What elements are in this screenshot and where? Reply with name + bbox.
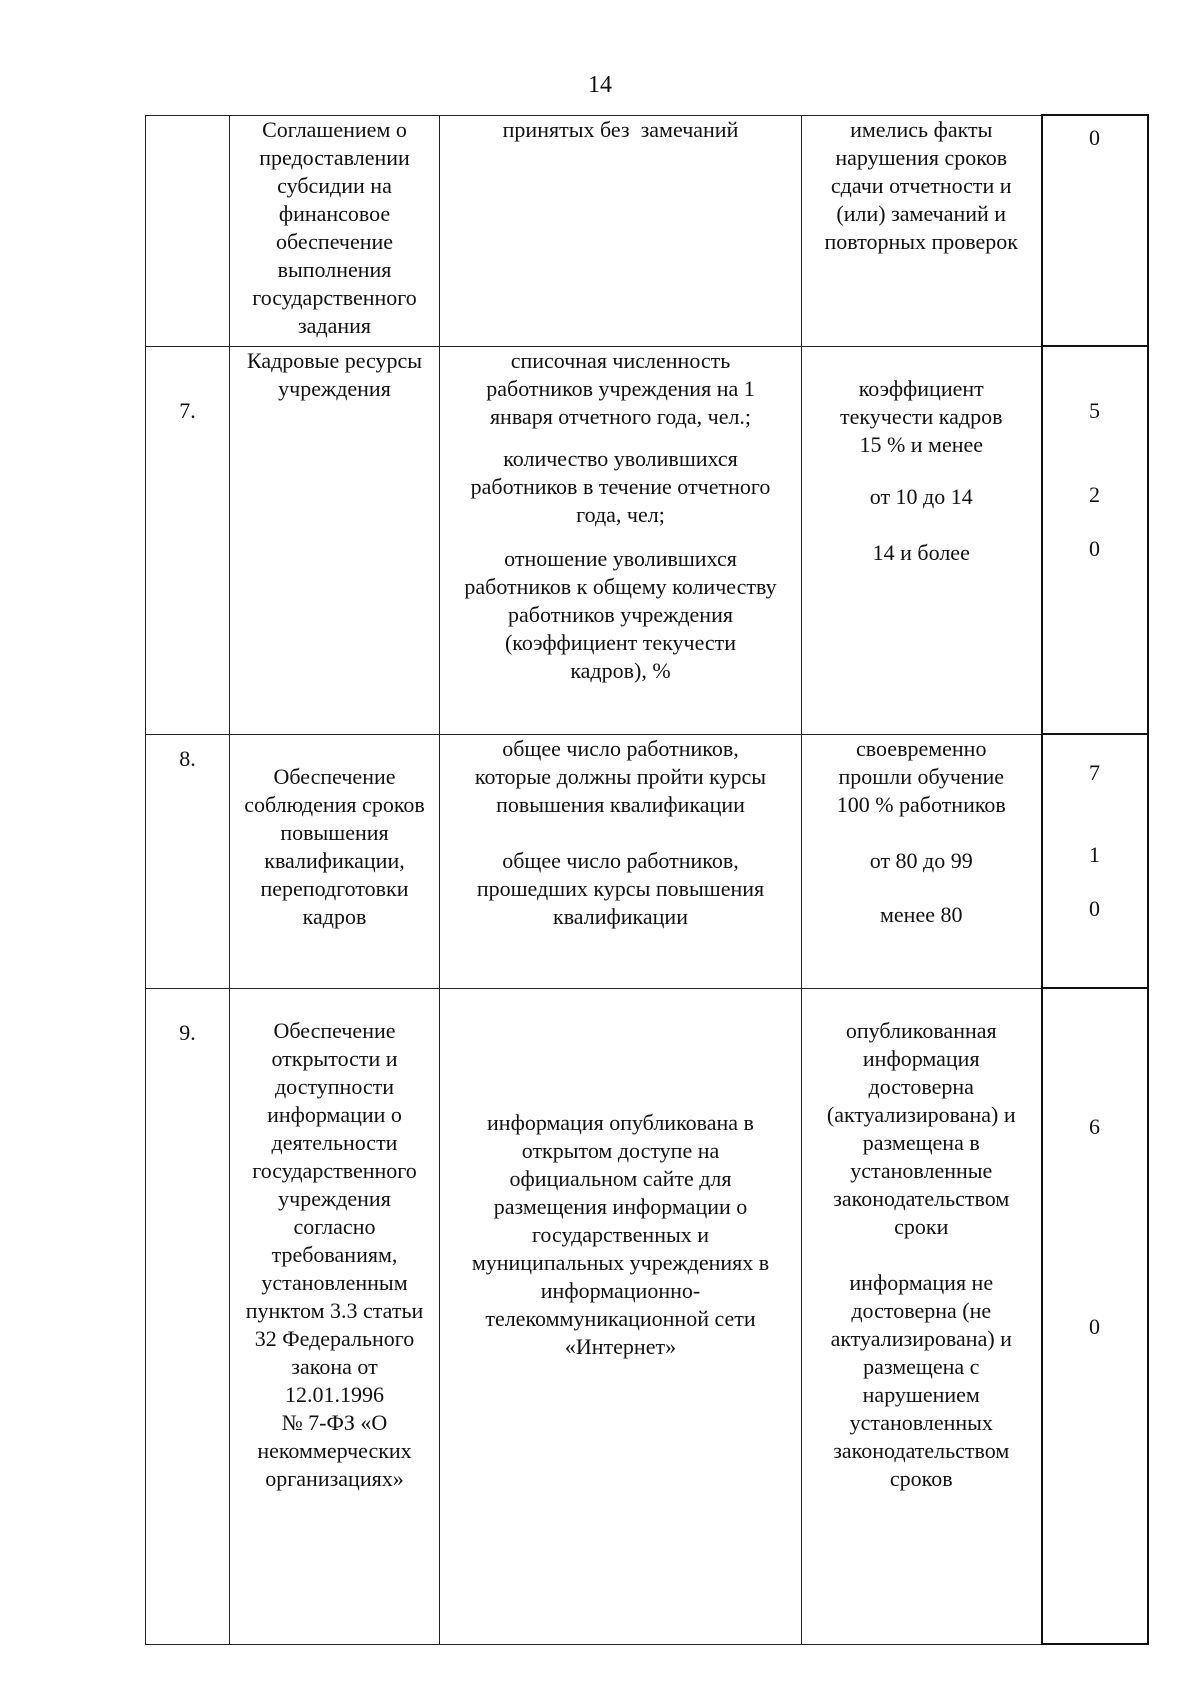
criteria-line: 100 % работников <box>836 791 1006 817</box>
indicator-line: квалификации, <box>264 847 405 873</box>
criteria-cell <box>802 346 1042 734</box>
indicator-line: Кадровые ресурсы <box>246 347 423 373</box>
measure-cell <box>440 346 802 734</box>
indicator-line: учреждения <box>278 375 391 401</box>
criteria-item <box>806 375 1037 459</box>
indicator-line: 32 Федерального <box>254 1325 415 1351</box>
indicator-line: задания <box>297 312 372 338</box>
criteria-line: достоверна (не <box>851 1297 992 1323</box>
measure-line: списочная численность <box>510 347 731 373</box>
indicator-line: открытости и <box>271 1045 398 1071</box>
measure-cell <box>440 988 802 1644</box>
measure-line: принятых без замечаний <box>502 116 739 142</box>
measure-line: (коэффициент текучести <box>504 629 737 655</box>
indicator-line: государственного <box>252 1157 417 1183</box>
row-number: 9. <box>179 1019 196 1045</box>
measure-line: которые должны пройти курсы <box>474 763 767 789</box>
criteria-line: своевременно <box>856 735 987 761</box>
criteria-line: сроков <box>889 1465 953 1491</box>
measure-line: кадров), % <box>570 657 671 683</box>
row-number-cell <box>146 115 230 346</box>
score-cell <box>1042 115 1148 346</box>
measure-line: общее число работников, <box>502 735 739 761</box>
measure-item <box>444 545 797 685</box>
criteria-cell <box>802 734 1042 988</box>
measure-item <box>444 347 797 431</box>
row-number-cell <box>146 988 230 1644</box>
measure-line: работников учреждения на 1 <box>486 375 755 401</box>
criteria-item <box>806 901 1037 929</box>
indicator-line: кадров <box>302 903 367 929</box>
indicator-line: субсидии на <box>277 172 392 198</box>
criteria-line: текучести кадров <box>840 403 1003 429</box>
criteria-line: сдачи отчетности и <box>830 172 1012 198</box>
indicator-line: Обеспечение <box>273 763 396 789</box>
criteria-line: повторных проверок <box>824 228 1018 254</box>
score-cell <box>1042 734 1148 988</box>
criteria-line: (актуализирована) и <box>826 1101 1016 1127</box>
score-cell <box>1042 346 1148 734</box>
row-number: 8. <box>179 745 196 771</box>
row-number: 7. <box>179 397 196 423</box>
indicator-line: переподготовки <box>260 875 409 901</box>
indicator-line: повышения <box>280 819 389 845</box>
criteria-item <box>806 1269 1037 1493</box>
indicator-line: организациях» <box>265 1465 404 1491</box>
criteria-line: установленных <box>849 1409 993 1435</box>
criteria-line: установленные <box>850 1157 993 1183</box>
table-row <box>146 734 1148 988</box>
indicator-line: 12.01.1996 <box>285 1381 384 1407</box>
criteria-line: 15 % и менее <box>859 431 984 457</box>
table-row <box>146 346 1148 734</box>
criteria-line: (или) замечаний и <box>836 200 1007 226</box>
criteria-line: размещена в <box>862 1129 980 1155</box>
indicator-line: деятельности <box>271 1129 398 1155</box>
score-value: 0 <box>1089 1314 1100 1339</box>
criteria-item <box>806 847 1037 875</box>
indicator-line: финансовое <box>278 200 391 226</box>
criteria-item <box>806 483 1037 511</box>
measure-line: прошедших курсы повышения <box>476 875 765 901</box>
measure-line: января отчетного года, чел.; <box>489 403 752 429</box>
indicator-line: выполнения <box>277 256 392 282</box>
indicator-cell <box>230 734 440 988</box>
criteria-line: имелись факты <box>850 116 993 142</box>
measure-cell <box>440 115 802 346</box>
indicator-line: установленным <box>261 1269 408 1295</box>
score-cell <box>1042 988 1148 1644</box>
indicator-line: государственного <box>252 284 417 310</box>
criteria-line: прошли обучение <box>838 763 1004 789</box>
criteria-cell <box>802 988 1042 1644</box>
indicator-cell <box>230 988 440 1644</box>
criteria-line: информация <box>862 1045 980 1071</box>
measure-line: открытом доступе на <box>521 1137 720 1163</box>
table-row <box>146 988 1148 1644</box>
criteria-line: нарушением <box>862 1381 980 1407</box>
indicators-table <box>145 114 1149 1645</box>
row-number-cell <box>146 346 230 734</box>
page-number: 14 <box>588 72 612 98</box>
indicator-line: закона от <box>291 1353 378 1379</box>
criteria-line: от 10 до 14 <box>869 483 973 509</box>
measure-line: года, чел; <box>576 501 665 527</box>
criteria-line: от 80 до 99 <box>869 847 973 873</box>
indicator-line: согласно <box>293 1213 376 1239</box>
measure-line: повышения квалификации <box>496 791 745 817</box>
measure-item <box>444 847 797 931</box>
indicator-cell <box>230 115 440 346</box>
score-value: 2 <box>1089 482 1100 507</box>
indicator-line: № 7-ФЗ «О <box>281 1409 388 1435</box>
indicator-line: доступности <box>274 1073 395 1099</box>
score-value: 6 <box>1089 1114 1100 1139</box>
measure-line: государственных и <box>531 1221 710 1247</box>
criteria-line: информация не <box>849 1269 994 1295</box>
indicator-line: информации о <box>267 1101 402 1127</box>
criteria-line: достоверна <box>868 1073 974 1099</box>
indicator-line: учреждения <box>278 1185 391 1211</box>
indicator-line: требованиям, <box>271 1241 398 1267</box>
score-value: 0 <box>1089 125 1100 150</box>
indicator-line: предоставлении <box>259 144 410 170</box>
indicator-line: соблюдения сроков <box>244 791 425 817</box>
indicator-line: Обеспечение <box>273 1017 396 1043</box>
measure-cell <box>440 734 802 988</box>
criteria-item <box>806 1017 1037 1241</box>
measure-line: работников к общему количеству <box>464 573 777 599</box>
measure-line: отношение уволившихся <box>504 545 737 571</box>
criteria-line: сроки <box>894 1213 949 1239</box>
criteria-line: актуализирована) и <box>830 1325 1012 1351</box>
criteria-line: 14 и более <box>872 539 970 565</box>
measure-line: работников в течение отчетного <box>470 473 771 499</box>
measure-line: размещения информации о <box>493 1193 748 1219</box>
measure-line: информационно- <box>540 1277 701 1303</box>
table-row <box>146 115 1148 346</box>
measure-line: муниципальных учреждениях в <box>471 1249 770 1275</box>
criteria-line: менее 80 <box>880 901 963 927</box>
measure-line: телекоммуникационной сети <box>485 1305 756 1331</box>
measure-line: информация опубликована в <box>487 1109 754 1135</box>
indicator-line: некоммерческих <box>257 1437 412 1463</box>
score-value: 7 <box>1089 760 1100 785</box>
score-value: 1 <box>1089 842 1100 867</box>
criteria-line: законодательством <box>833 1437 1010 1463</box>
indicator-line: Соглашением о <box>262 116 407 142</box>
measure-line: количество уволившихся <box>503 445 738 471</box>
indicator-cell <box>230 346 440 734</box>
indicator-line: пунктом 3.3 статьи <box>245 1297 424 1323</box>
indicator-line: обеспечение <box>275 228 394 254</box>
measure-item <box>444 735 797 819</box>
row-number-cell <box>146 734 230 988</box>
criteria-line: коэффициент <box>858 375 984 401</box>
measure-line: общее число работников, <box>502 847 739 873</box>
criteria-line: размещена с <box>863 1353 980 1379</box>
criteria-line: законодательством <box>833 1185 1010 1211</box>
criteria-line: нарушения сроков <box>835 144 1008 170</box>
measure-line: официальном сайте для <box>509 1165 732 1191</box>
score-value: 5 <box>1089 398 1100 423</box>
measure-line: квалификации <box>553 903 688 929</box>
criteria-item <box>806 735 1037 819</box>
criteria-line: опубликованная <box>845 1017 997 1043</box>
measure-item <box>444 445 797 529</box>
measure-line: работников учреждения <box>508 601 733 627</box>
criteria-cell <box>802 115 1042 346</box>
measure-line: «Интернет» <box>564 1333 677 1359</box>
score-value: 0 <box>1089 896 1100 921</box>
criteria-item <box>806 539 1037 567</box>
score-value: 0 <box>1089 536 1100 561</box>
